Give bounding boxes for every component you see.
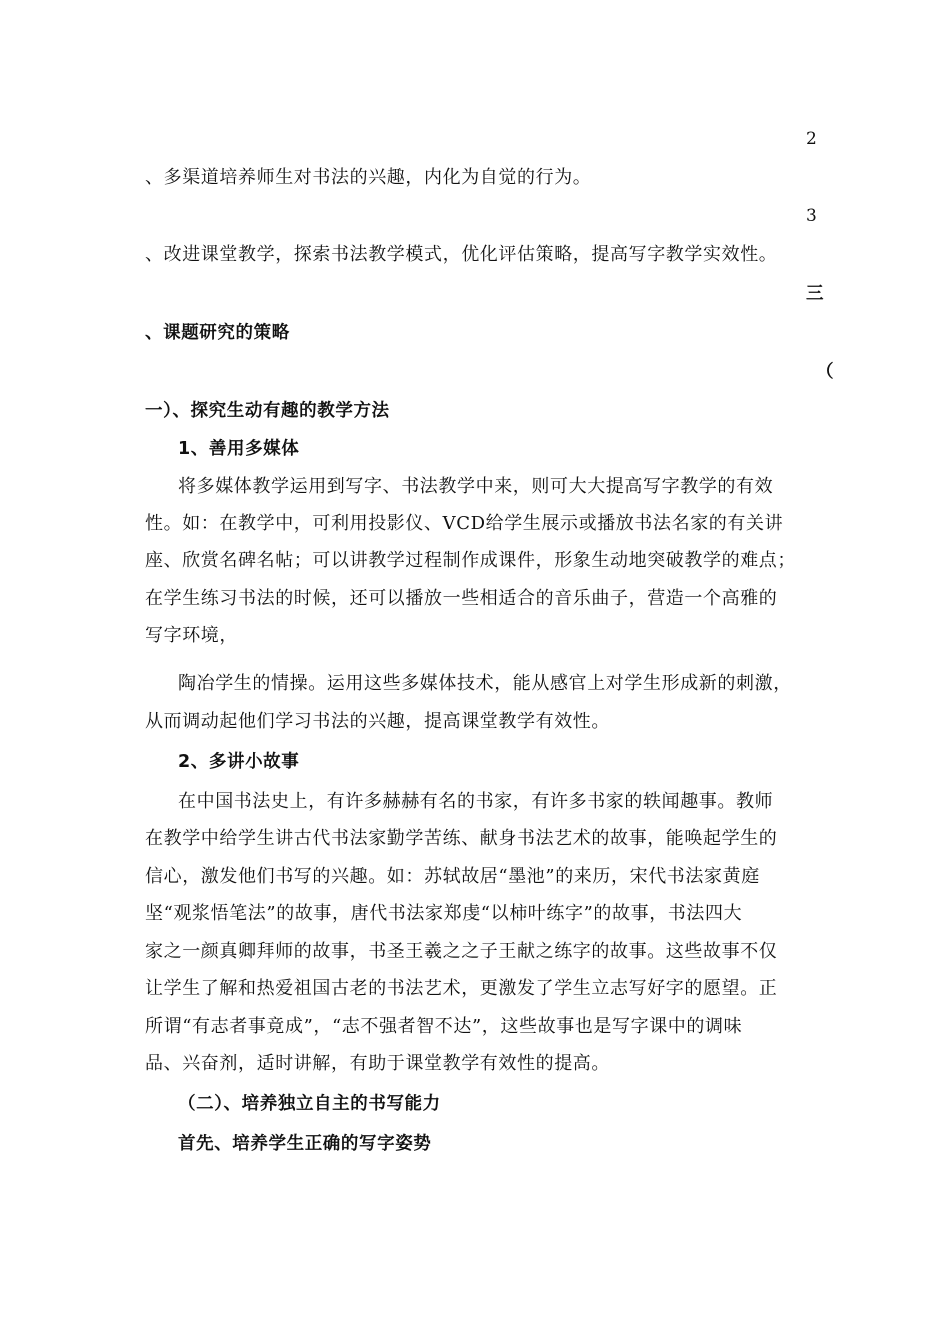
- subsection-2-first: 首先、培养学生正确的写字姿势: [178, 1134, 432, 1154]
- subsection-2-title: （二）、培养独立自主的书写能力: [178, 1094, 441, 1114]
- paragraph-line: 坚“观浆悟笔法”的故事，唐代书法家郑虔“以柿叶练字”的故事，书法四大: [145, 903, 743, 924]
- item-number-2: 2: [806, 129, 817, 149]
- section-title: 、课题研究的策略: [145, 323, 290, 343]
- paragraph-line: 信心，激发他们书写的兴趣。如：苏轼故居“墨池”的来历，宋代书法家黄庭: [145, 866, 760, 887]
- section-number: 三: [806, 284, 825, 304]
- paragraph-line: 性。如：在教学中，可利用投影仪、VCD给学生展示或播放书法名家的有关讲: [145, 513, 784, 534]
- paragraph-line: 在中国书法史上，有许多赫赫有名的书家，有许多书家的轶闻趣事。教师: [178, 791, 774, 812]
- paragraph-line: 座、欣赏名碑名帖；可以讲教学过程制作成课件，形象生动地突破教学的难点；: [145, 550, 796, 571]
- item-1-title: 1、善用多媒体: [178, 439, 300, 459]
- paragraph-line: 所谓“有志者事竟成”，“志不强者智不达”，这些故事也是写字课中的调味: [145, 1016, 743, 1037]
- objective-item-3: 、改进课堂教学，探索书法教学模式，优化评估策略，提高写字教学实效性。: [145, 244, 778, 265]
- paragraph-line: 家之一颜真卿拜师的故事，书圣王羲之之子王献之练字的故事。这些故事不仅: [145, 941, 778, 962]
- paragraph-line: 陶冶学生的情操。运用这些多媒体技术，能从感官上对学生形成新的刺激，: [178, 673, 792, 694]
- paragraph-line: 将多媒体教学运用到写字、书法教学中来，则可大大提高写字教学的有效: [178, 476, 774, 497]
- paragraph-line: 在学生练习书法的时候，还可以播放一些相适合的音乐曲子，营造一个高雅的: [145, 588, 778, 609]
- paragraph-line: 写字环境，: [145, 625, 238, 646]
- paragraph-line: 让学生了解和热爱祖国古老的书法艺术，更激发了学生立志写好字的愿望。正: [145, 978, 778, 999]
- paragraph-line: 在教学中给学生讲古代书法家勤学苦练、献身书法艺术的故事，能唤起学生的: [145, 828, 778, 849]
- subsection-1-title: 一）、探究生动有趣的教学方法: [145, 401, 390, 421]
- paragraph-line: 从而调动起他们学习书法的兴趣，提高课堂教学有效性。: [145, 711, 610, 732]
- item-2-title: 2、多讲小故事: [178, 752, 300, 772]
- objective-item-2: 、多渠道培养师生对书法的兴趣，内化为自觉的行为。: [145, 167, 592, 188]
- paragraph-line: 品、兴奋剂，适时讲解，有助于课堂教学有效性的提高。: [145, 1053, 610, 1074]
- subsection-paren: （: [816, 362, 835, 382]
- item-number-3: 3: [806, 206, 817, 226]
